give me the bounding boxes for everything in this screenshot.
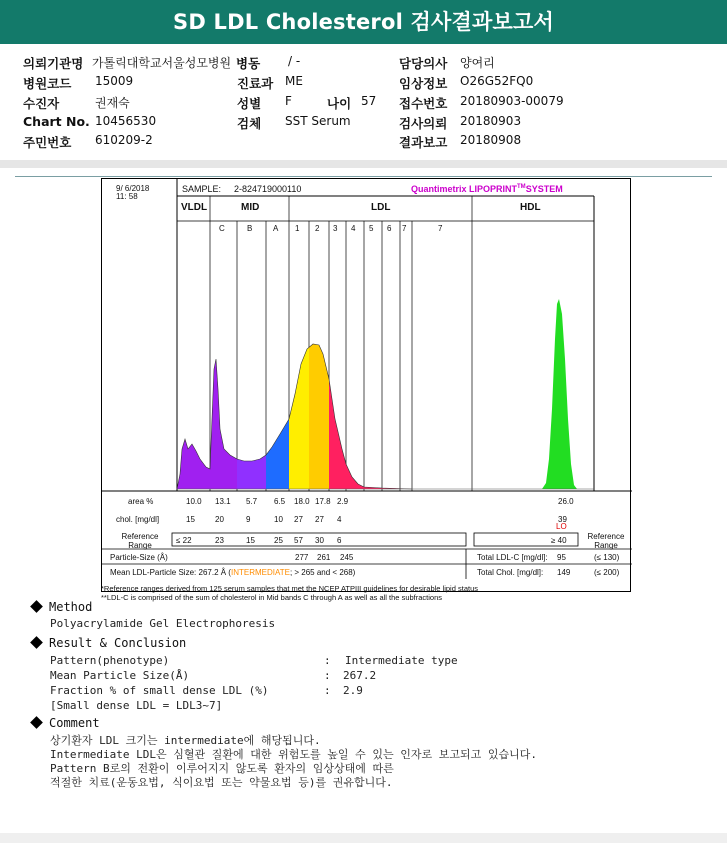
bullet-icon <box>30 636 43 649</box>
ref-right-label: Reference Range <box>587 532 625 550</box>
total-ldl-ref: (≤ 130) <box>594 553 620 562</box>
hospital-code-label: 병원코드 <box>23 76 72 91</box>
mean-type: INTERMEDIATE <box>230 568 290 577</box>
band-label: 7 <box>438 224 443 233</box>
comment-title: Comment <box>49 716 100 730</box>
ref-value: 30 <box>315 536 324 545</box>
frac-colon: : <box>324 684 331 697</box>
total-ldl-label: Total LDL-C [mg/dl]: <box>477 553 548 562</box>
lipoprint-report <box>101 178 631 592</box>
note-1: *Reference ranges derived from 125 serum samples that met the NCEP ATPIII guidelines for desirable lipid status <box>101 584 478 593</box>
size-colon: : <box>324 669 331 682</box>
report-notes <box>101 584 478 602</box>
method-title: Method <box>49 600 93 614</box>
ref-value: 15 <box>246 536 255 545</box>
area-value: 13.1 <box>215 497 231 506</box>
group-vldl: VLDL <box>181 202 208 213</box>
comment-line-2: Intermediate LDL은 심혈관 질환에 대한 위험도를 높일 수 있는 인자로 보고되고 있습니다. <box>50 748 537 761</box>
area-value: 26.0 <box>558 497 574 506</box>
chol-value: 27 <box>315 515 324 524</box>
patient-label: 수진자 <box>23 96 60 111</box>
ref-value: 6 <box>337 536 342 545</box>
report-title: SD LDL Cholesterol 검사결과보고서 <box>0 0 727 44</box>
bullet-icon <box>30 600 43 613</box>
ref-value: ≤ 22 <box>176 536 192 545</box>
lo-flag: LO <box>556 522 567 531</box>
sex-label: 성별 <box>237 96 262 111</box>
band-area <box>289 347 309 489</box>
accession-value: 20180903-00079 <box>460 94 564 108</box>
institution-label: 의뢰기관명 <box>23 56 84 71</box>
age-label: 나이 <box>327 96 352 111</box>
ref-value: 23 <box>215 536 224 545</box>
group-hdl: HDL <box>520 202 541 213</box>
band-area <box>266 419 289 489</box>
reported-value: 20180908 <box>460 133 522 147</box>
request-value: 20180903 <box>460 114 522 128</box>
ref-value: 57 <box>294 536 303 545</box>
frac-value: 2.9 <box>343 684 363 697</box>
accession-label: 접수번호 <box>399 96 448 111</box>
pattern-colon: : <box>324 654 331 667</box>
band-label: 5 <box>369 224 374 233</box>
brand-system: SYSTEM <box>525 184 563 194</box>
band-label: 3 <box>333 224 338 233</box>
rrn-value: 610209-2 <box>95 133 153 147</box>
separator-bar <box>0 160 727 168</box>
comment-line-3: Pattern B로의 전환이 이루어지지 않도록 환자의 임상상태에 따른 <box>50 762 394 775</box>
brand-name <box>411 184 563 194</box>
chol-value: 27 <box>294 515 303 524</box>
mean-value: 267.2 Å <box>198 568 227 577</box>
sample-label: SAMPLE: <box>182 184 222 194</box>
ref-row-label: Reference Range <box>121 532 159 550</box>
rrn-label: 주민번호 <box>23 135 72 150</box>
pattern-label: Pattern(phenotype) <box>50 654 170 667</box>
group-mid: MID <box>241 202 260 213</box>
divider-line <box>15 176 712 177</box>
chol-value: 10 <box>274 515 283 524</box>
patient-value: 권재숙 <box>95 96 130 110</box>
brand-text: Quantimetrix LIPOPRINT <box>411 184 518 194</box>
area-value: 10.0 <box>186 497 202 506</box>
ward-label: 병동 <box>236 56 261 71</box>
frac-label: Fraction % of small dense LDL (%) <box>50 684 269 697</box>
mean-range: > 265 and < 268) <box>294 568 356 577</box>
chol-value: 20 <box>215 515 224 524</box>
comment-heading <box>32 716 100 730</box>
method-heading <box>32 600 92 614</box>
dept-value: ME <box>285 74 303 88</box>
ref-value: 25 <box>274 536 283 545</box>
note-2: **LDL-C is comprised of the sum of cholesterol in Mid bands C through A as well as all the subfractions <box>101 593 443 602</box>
lipoprint-svg <box>102 179 632 593</box>
total-chol-label: Total Chol. [mg/dl]: <box>477 568 544 577</box>
clinical-label: 임상정보 <box>399 76 448 91</box>
chol-value: 4 <box>337 515 342 524</box>
brand-tm: TM <box>517 184 526 190</box>
specimen-label: 검체 <box>237 116 262 131</box>
result-title: Result & Conclusion <box>49 636 187 650</box>
clinical-value: O26G52FQ0 <box>460 74 534 88</box>
report-date: 9/ 6/2018 <box>116 184 150 193</box>
result-note: [Small dense LDL = LDL3~7] <box>50 699 223 712</box>
request-label: 검사의뢰 <box>399 116 448 131</box>
bullet-icon <box>30 716 43 729</box>
total-chol-value: 149 <box>557 568 571 577</box>
band-label: 4 <box>351 224 356 233</box>
group-ldl: LDL <box>371 202 391 213</box>
chol-value: 9 <box>246 515 251 524</box>
chart-no-label: Chart No. <box>23 114 90 129</box>
chol-value: 39 <box>558 515 567 524</box>
total-chol-ref: (≤ 200) <box>594 568 620 577</box>
area-value: 17.8 <box>315 497 331 506</box>
electrophoresis-curve <box>177 299 594 489</box>
area-value: 6.5 <box>274 497 286 506</box>
area-value: 18.0 <box>294 497 310 506</box>
mean-ldl-size: Mean LDL-Particle Size: 267.2 Å (INTERMEDIATE; > 265 and < 268) <box>110 568 356 577</box>
footer-bar <box>0 833 727 843</box>
ref-value: ≥ 40 <box>551 536 567 545</box>
area-value: 5.7 <box>246 497 258 506</box>
area-row-label: area % <box>128 497 154 506</box>
report-time: 11: 58 <box>116 192 138 201</box>
dept-label: 진료과 <box>237 76 274 91</box>
chart-no-value: 10456530 <box>95 114 157 128</box>
age-value: 57 <box>361 94 377 108</box>
hospital-code-value: 15009 <box>95 74 134 88</box>
specimen-value: SST Serum <box>285 114 351 128</box>
band-area <box>346 464 364 489</box>
particle-1: 277 <box>295 553 309 562</box>
pattern-value: Intermediate type <box>345 654 458 667</box>
result-heading <box>32 636 186 650</box>
comment-line-1: 상기환자 LDL 크기는 intermediate에 해당됩니다. <box>50 734 321 747</box>
area-value: 2.9 <box>337 497 349 506</box>
comment-line-4: 적절한 치료(운동요법, 식이요법 또는 약물요법 등)를 권유합니다. <box>50 776 393 789</box>
chol-value: 15 <box>186 515 195 524</box>
band-label: B <box>247 224 253 233</box>
doctor-label: 담당의사 <box>399 56 448 71</box>
particle-3: 245 <box>340 553 354 562</box>
chol-row-label: chol. [mg/dl] <box>116 515 160 524</box>
band-label: C <box>219 224 225 233</box>
ward-value: / - <box>288 54 301 68</box>
band-label: A <box>273 224 279 233</box>
band-label: 7 <box>402 224 407 233</box>
mean-label: Mean LDL-Particle Size: <box>110 568 197 577</box>
band-label: 1 <box>295 224 300 233</box>
sex-value: F <box>285 94 292 108</box>
band-area <box>210 359 237 489</box>
doctor-value: 양여리 <box>460 56 495 70</box>
method-text: Polyacrylamide Gel Electrophoresis <box>50 617 276 630</box>
band-label: 6 <box>387 224 392 233</box>
particle-label: Particle-Size (Å) <box>110 553 168 562</box>
size-value: 267.2 <box>343 669 377 682</box>
institution-value: 가톨릭대학교서울성모병원 <box>92 56 232 70</box>
particle-2: 261 <box>317 553 331 562</box>
size-label: Mean Particle Size(Å) <box>50 669 190 682</box>
band-label: 2 <box>315 224 320 233</box>
reported-label: 결과보고 <box>399 135 448 150</box>
sample-id: 2-824719000110 <box>234 184 302 194</box>
patient-info <box>0 51 727 159</box>
total-ldl-value: 95 <box>557 553 566 562</box>
band-area <box>542 299 577 489</box>
